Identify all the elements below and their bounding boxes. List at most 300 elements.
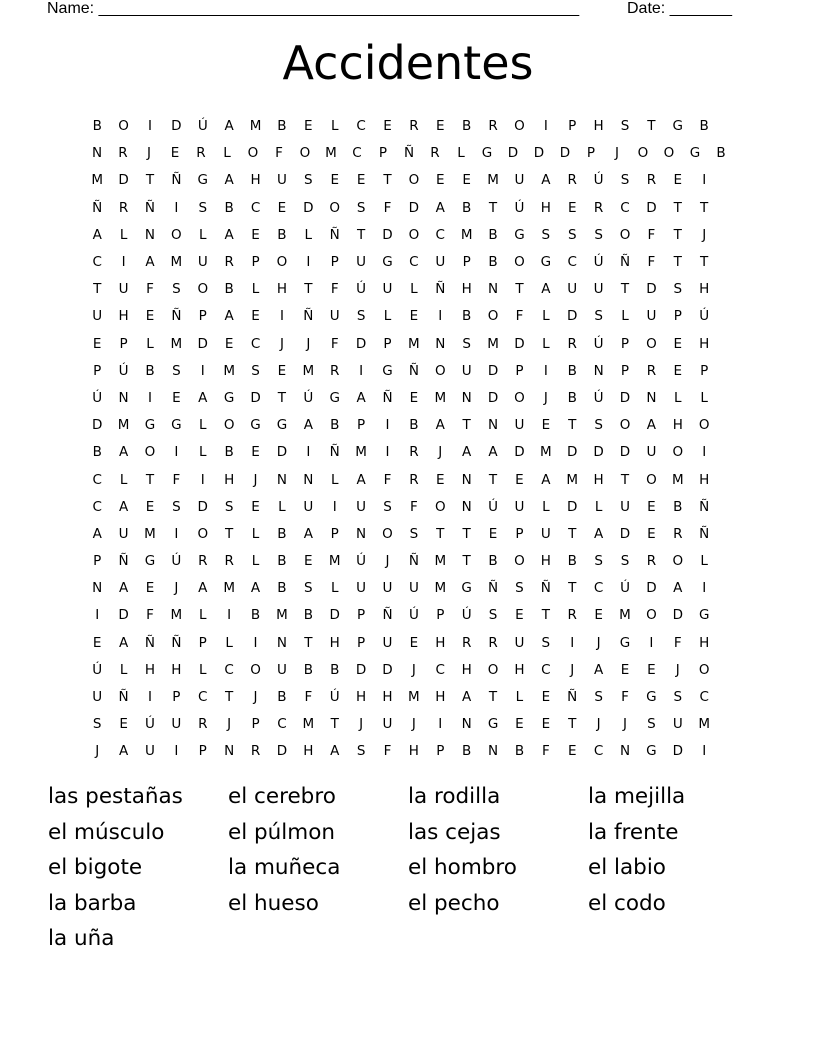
grid-letter[interactable]: B <box>277 226 287 243</box>
grid-letter[interactable]: E <box>145 308 155 325</box>
grid-letter[interactable]: C <box>593 743 604 760</box>
grid-letter[interactable]: S <box>594 226 603 243</box>
grid-letter[interactable]: C <box>541 661 551 678</box>
grid-letter[interactable]: R <box>224 254 234 271</box>
grid-letter[interactable]: C <box>277 716 287 733</box>
grid-letter[interactable]: D <box>514 444 525 461</box>
grid-letter[interactable]: N <box>276 634 287 651</box>
grid-letter[interactable]: H <box>382 689 393 706</box>
grid-letter[interactable]: Ú <box>593 254 604 271</box>
grid-letter[interactable]: Ú <box>92 389 103 406</box>
grid-letter[interactable]: J <box>174 580 179 597</box>
grid-letter[interactable]: R <box>430 145 440 162</box>
grid-letter[interactable]: M <box>276 607 288 624</box>
grid-letter[interactable]: F <box>275 145 283 162</box>
grid-letter[interactable]: N <box>435 335 446 352</box>
grid-letter[interactable]: S <box>304 580 313 597</box>
grid-letter[interactable]: I <box>174 743 179 760</box>
grid-letter[interactable]: I <box>543 362 548 379</box>
grid-letter[interactable]: P <box>620 362 630 379</box>
grid-letter[interactable]: N <box>488 281 499 298</box>
grid-letter[interactable]: A <box>356 389 366 406</box>
grid-letter[interactable]: Ñ <box>699 525 710 542</box>
grid-letter[interactable]: O <box>698 417 710 434</box>
grid-letter[interactable]: U <box>303 498 314 515</box>
grid-letter[interactable]: A <box>593 525 604 542</box>
grid-letter[interactable]: P <box>357 417 366 434</box>
grid-letter[interactable]: C <box>435 226 445 243</box>
grid-letter[interactable]: R <box>224 553 234 570</box>
grid-letter[interactable]: I <box>385 444 390 461</box>
grid-letter[interactable]: I <box>174 444 179 461</box>
grid-letter[interactable]: I <box>200 362 205 379</box>
grid-letter[interactable]: B <box>462 199 472 216</box>
grid-letter[interactable]: A <box>435 199 445 216</box>
grid-letter[interactable]: Ú <box>171 553 182 570</box>
grid-letter[interactable]: I <box>279 308 284 325</box>
grid-letter[interactable]: G <box>329 389 340 406</box>
grid-letter[interactable]: R <box>196 145 206 162</box>
grid-letter[interactable]: T <box>568 716 577 733</box>
grid-letter[interactable]: T <box>304 634 313 651</box>
grid-letter[interactable]: L <box>330 471 339 488</box>
grid-letter[interactable]: U <box>567 281 578 298</box>
grid-letter[interactable]: Ú <box>329 689 340 706</box>
grid-letter[interactable]: A <box>118 743 129 760</box>
grid-letter[interactable]: A <box>224 172 234 189</box>
grid-letter[interactable]: B <box>145 362 155 379</box>
grid-letter[interactable]: A <box>224 118 234 135</box>
grid-letter[interactable]: A <box>462 689 472 706</box>
grid-letter[interactable]: B <box>330 417 340 434</box>
grid-letter[interactable]: I <box>438 308 443 325</box>
grid-letter[interactable]: Ú <box>593 389 604 406</box>
grid-letter[interactable]: M <box>223 580 235 597</box>
grid-letter[interactable]: L <box>223 145 231 162</box>
grid-letter[interactable]: P <box>172 689 181 706</box>
grid-letter[interactable]: M <box>117 417 130 434</box>
grid-letter[interactable]: T <box>568 525 577 542</box>
grid-letter[interactable]: A <box>224 226 234 243</box>
grid-letter[interactable]: H <box>408 743 419 760</box>
grid-letter[interactable]: L <box>594 498 603 515</box>
grid-letter[interactable]: B <box>462 118 472 135</box>
name-field[interactable]: Name: ______________________________________________________ <box>47 0 580 17</box>
grid-letter[interactable]: E <box>304 118 313 135</box>
grid-letter[interactable]: T <box>225 525 234 542</box>
grid-letter[interactable]: S <box>92 716 102 733</box>
grid-letter[interactable]: A <box>462 444 472 461</box>
grid-letter[interactable]: C <box>699 689 709 706</box>
grid-letter[interactable]: O <box>197 281 209 298</box>
grid-letter[interactable]: M <box>355 444 367 461</box>
grid-letter[interactable]: P <box>620 335 630 352</box>
grid-letter[interactable]: L <box>251 525 260 542</box>
grid-letter[interactable]: P <box>93 362 102 379</box>
grid-letter[interactable]: N <box>303 471 314 488</box>
grid-letter[interactable]: G <box>540 254 552 271</box>
grid-letter[interactable]: B <box>224 199 234 216</box>
grid-letter[interactable]: I <box>702 743 707 760</box>
grid-letter[interactable]: Ñ <box>144 199 156 216</box>
grid-letter[interactable]: L <box>700 389 708 406</box>
grid-letter[interactable]: U <box>92 689 103 706</box>
grid-letter[interactable]: H <box>699 471 710 488</box>
grid-letter[interactable]: Ú <box>197 118 208 135</box>
grid-letter[interactable]: Ú <box>92 661 103 678</box>
grid-letter[interactable]: H <box>118 308 129 325</box>
grid-letter[interactable]: L <box>542 498 550 515</box>
grid-letter[interactable]: N <box>461 716 472 733</box>
grid-letter[interactable]: P <box>251 254 260 271</box>
grid-letter[interactable]: A <box>118 580 129 597</box>
grid-letter[interactable]: M <box>540 444 552 461</box>
grid-letter[interactable]: B <box>567 389 577 406</box>
grid-letter[interactable]: D <box>303 199 314 216</box>
grid-letter[interactable]: S <box>172 498 181 515</box>
grid-letter[interactable]: O <box>223 417 235 434</box>
grid-letter[interactable]: O <box>382 525 393 542</box>
grid-letter[interactable]: P <box>198 634 207 651</box>
grid-letter[interactable]: G <box>382 254 393 271</box>
grid-letter[interactable]: R <box>593 199 604 216</box>
grid-letter[interactable]: J <box>253 471 258 488</box>
grid-letter[interactable]: M <box>408 335 420 352</box>
grid-letter[interactable]: E <box>383 118 392 135</box>
grid-letter[interactable]: B <box>567 553 577 570</box>
grid-letter[interactable]: C <box>356 118 366 135</box>
grid-letter[interactable]: Ñ <box>408 362 419 379</box>
grid-letter[interactable]: E <box>515 471 524 488</box>
grid-letter[interactable]: C <box>224 661 234 678</box>
grid-letter[interactable]: D <box>619 444 631 461</box>
grid-letter[interactable]: O <box>663 145 675 162</box>
grid-letter[interactable]: N <box>91 145 103 162</box>
grid-letter[interactable]: A <box>593 661 604 678</box>
grid-letter[interactable]: O <box>672 553 684 570</box>
grid-letter[interactable]: L <box>330 580 339 597</box>
grid-letter[interactable]: T <box>515 281 524 298</box>
grid-letter[interactable]: M <box>170 254 183 271</box>
grid-letter[interactable]: L <box>251 281 260 298</box>
grid-letter[interactable]: B <box>673 498 683 515</box>
grid-letter[interactable]: D <box>567 498 578 515</box>
grid-letter[interactable]: T <box>620 471 630 488</box>
grid-letter[interactable]: C <box>409 254 419 271</box>
grid-letter[interactable]: R <box>646 553 657 570</box>
grid-letter[interactable]: N <box>488 743 499 760</box>
grid-letter[interactable]: A <box>92 525 102 542</box>
grid-letter[interactable]: U <box>593 281 604 298</box>
grid-letter[interactable]: P <box>378 145 388 162</box>
grid-letter[interactable]: H <box>144 661 156 678</box>
grid-letter[interactable]: Ú <box>620 580 630 597</box>
grid-letter[interactable]: I <box>438 716 443 733</box>
grid-letter[interactable]: U <box>514 172 525 189</box>
grid-letter[interactable]: L <box>674 389 682 406</box>
grid-letter[interactable]: R <box>409 471 419 488</box>
grid-letter[interactable]: E <box>515 607 524 624</box>
grid-letter[interactable]: M <box>619 607 631 624</box>
grid-letter[interactable]: P <box>700 362 709 379</box>
grid-letter[interactable]: E <box>647 525 656 542</box>
grid-letter[interactable]: F <box>172 471 181 488</box>
grid-letter[interactable]: J <box>95 743 100 760</box>
grid-letter[interactable]: B <box>303 661 313 678</box>
grid-letter[interactable]: L <box>700 553 708 570</box>
grid-letter[interactable]: T <box>93 281 102 298</box>
grid-letter[interactable]: U <box>514 498 525 515</box>
grid-letter[interactable]: U <box>514 634 525 651</box>
grid-letter[interactable]: J <box>543 389 548 406</box>
grid-letter[interactable]: Ú <box>461 607 472 624</box>
grid-letter[interactable]: U <box>408 580 419 597</box>
grid-letter[interactable]: A <box>646 417 657 434</box>
grid-letter[interactable]: I <box>543 118 548 135</box>
grid-letter[interactable]: I <box>227 607 232 624</box>
grid-letter[interactable]: I <box>174 525 179 542</box>
grid-letter[interactable]: Ú <box>356 553 367 570</box>
grid-letter[interactable]: O <box>408 226 420 243</box>
grid-letter[interactable]: S <box>224 498 234 515</box>
grid-letter[interactable]: D <box>533 145 545 162</box>
grid-letter[interactable]: E <box>224 335 234 352</box>
grid-letter[interactable]: E <box>409 634 419 651</box>
grid-letter[interactable]: O <box>171 226 182 243</box>
grid-letter[interactable]: J <box>596 716 601 733</box>
grid-letter[interactable]: S <box>673 689 683 706</box>
grid-letter[interactable]: E <box>92 335 102 352</box>
grid-letter[interactable]: L <box>198 444 207 461</box>
grid-letter[interactable]: E <box>462 172 471 189</box>
grid-letter[interactable]: M <box>170 607 183 624</box>
grid-letter[interactable]: M <box>408 689 420 706</box>
grid-letter[interactable]: L <box>198 226 207 243</box>
grid-letter[interactable]: E <box>172 389 181 406</box>
grid-letter[interactable]: S <box>356 199 366 216</box>
grid-letter[interactable]: G <box>382 362 393 379</box>
grid-letter[interactable]: B <box>277 525 287 542</box>
grid-letter[interactable]: D <box>619 525 631 542</box>
grid-letter[interactable]: Ñ <box>329 444 340 461</box>
grid-letter[interactable]: G <box>223 389 235 406</box>
grid-letter[interactable]: M <box>328 553 341 570</box>
grid-letter[interactable]: R <box>198 716 208 733</box>
grid-letter[interactable]: B <box>303 607 313 624</box>
grid-letter[interactable]: R <box>673 525 683 542</box>
grid-letter[interactable]: I <box>121 254 126 271</box>
grid-letter[interactable]: E <box>620 661 630 678</box>
grid-letter[interactable]: M <box>487 172 499 189</box>
grid-letter[interactable]: T <box>462 553 471 570</box>
grid-letter[interactable]: U <box>118 525 129 542</box>
grid-letter[interactable]: G <box>698 607 710 624</box>
grid-letter[interactable]: R <box>409 444 419 461</box>
grid-letter[interactable]: M <box>249 118 262 135</box>
grid-letter[interactable]: A <box>541 281 551 298</box>
grid-letter[interactable]: D <box>559 145 571 162</box>
grid-letter[interactable]: G <box>197 172 208 189</box>
grid-letter[interactable]: T <box>145 172 155 189</box>
grid-letter[interactable]: U <box>382 716 393 733</box>
grid-letter[interactable]: D <box>567 308 578 325</box>
grid-letter[interactable]: J <box>411 661 416 678</box>
grid-letter[interactable]: Ú <box>593 335 604 352</box>
grid-letter[interactable]: F <box>410 498 418 515</box>
grid-letter[interactable]: T <box>673 199 682 216</box>
grid-letter[interactable]: N <box>646 389 657 406</box>
grid-letter[interactable]: E <box>488 525 498 542</box>
grid-letter[interactable]: U <box>540 525 551 542</box>
grid-letter[interactable]: S <box>541 226 551 243</box>
grid-letter[interactable]: Ñ <box>488 580 499 597</box>
grid-letter[interactable]: T <box>488 199 498 216</box>
grid-letter[interactable]: L <box>410 281 418 298</box>
grid-letter[interactable]: O <box>250 661 261 678</box>
grid-letter[interactable]: D <box>329 607 340 624</box>
grid-letter[interactable]: C <box>250 199 261 216</box>
grid-letter[interactable]: D <box>646 580 657 597</box>
grid-letter[interactable]: G <box>144 553 156 570</box>
grid-letter[interactable]: D <box>567 444 578 461</box>
grid-letter[interactable]: E <box>436 471 445 488</box>
grid-letter[interactable]: J <box>306 335 311 352</box>
grid-letter[interactable]: U <box>145 743 155 760</box>
grid-letter[interactable]: I <box>702 580 707 597</box>
grid-letter[interactable]: Ñ <box>382 607 393 624</box>
grid-letter[interactable]: I <box>147 118 152 135</box>
grid-letter[interactable]: A <box>330 743 340 760</box>
grid-letter[interactable]: O <box>646 471 657 488</box>
grid-letter[interactable]: L <box>330 118 339 135</box>
grid-letter[interactable]: B <box>277 689 287 706</box>
grid-letter[interactable]: E <box>277 362 287 379</box>
grid-letter[interactable]: E <box>673 362 683 379</box>
grid-letter[interactable]: Ú <box>593 172 604 189</box>
grid-letter[interactable]: T <box>673 254 682 271</box>
grid-letter[interactable]: E <box>356 172 366 189</box>
grid-letter[interactable]: B <box>224 281 234 298</box>
grid-letter[interactable]: L <box>278 498 286 515</box>
grid-letter[interactable]: E <box>541 689 551 706</box>
grid-letter[interactable]: U <box>356 254 367 271</box>
grid-letter[interactable]: R <box>567 172 577 189</box>
grid-letter[interactable]: P <box>93 553 102 570</box>
grid-letter[interactable]: H <box>303 743 314 760</box>
grid-letter[interactable]: J <box>596 634 601 651</box>
grid-letter[interactable]: E <box>409 308 419 325</box>
grid-letter[interactable]: E <box>541 417 551 434</box>
grid-letter[interactable]: D <box>507 145 519 162</box>
grid-letter[interactable]: Ñ <box>329 226 340 243</box>
grid-letter[interactable]: O <box>408 172 420 189</box>
grid-letter[interactable]: D <box>171 118 182 135</box>
grid-letter[interactable]: B <box>277 118 287 135</box>
grid-letter[interactable]: T <box>541 607 550 624</box>
grid-letter[interactable]: H <box>699 634 710 651</box>
grid-letter[interactable]: Ñ <box>118 689 129 706</box>
grid-letter[interactable]: N <box>224 743 235 760</box>
grid-letter[interactable]: B <box>462 743 472 760</box>
grid-letter[interactable]: Ñ <box>144 634 156 651</box>
grid-letter[interactable]: S <box>620 172 630 189</box>
grid-letter[interactable]: R <box>646 172 657 189</box>
grid-letter[interactable]: U <box>672 716 683 733</box>
grid-letter[interactable]: A <box>145 254 155 271</box>
grid-letter[interactable]: O <box>434 498 446 515</box>
grid-letter[interactable]: R <box>250 743 261 760</box>
grid-letter[interactable]: L <box>119 471 128 488</box>
grid-letter[interactable]: S <box>462 335 471 352</box>
grid-letter[interactable]: P <box>515 525 524 542</box>
grid-letter[interactable]: D <box>276 743 288 760</box>
grid-letter[interactable]: I <box>702 172 707 189</box>
grid-letter[interactable]: P <box>436 607 445 624</box>
grid-letter[interactable]: N <box>488 417 499 434</box>
grid-letter[interactable]: T <box>647 118 656 135</box>
grid-letter[interactable]: S <box>620 118 630 135</box>
grid-letter[interactable]: S <box>647 716 656 733</box>
grid-letter[interactable]: T <box>356 226 366 243</box>
grid-letter[interactable]: M <box>487 335 499 352</box>
grid-letter[interactable]: D <box>672 743 683 760</box>
grid-letter[interactable]: L <box>198 607 207 624</box>
grid-letter[interactable]: H <box>593 118 604 135</box>
grid-letter[interactable]: H <box>356 689 367 706</box>
grid-letter[interactable]: J <box>570 661 575 678</box>
grid-letter[interactable]: E <box>594 607 603 624</box>
grid-letter[interactable]: E <box>541 716 551 733</box>
grid-letter[interactable]: H <box>171 661 182 678</box>
grid-letter[interactable]: G <box>672 118 684 135</box>
grid-letter[interactable]: L <box>198 661 207 678</box>
grid-letter[interactable]: P <box>198 743 207 760</box>
grid-letter[interactable]: T <box>488 689 498 706</box>
grid-letter[interactable]: B <box>330 661 340 678</box>
grid-letter[interactable]: T <box>620 281 630 298</box>
grid-letter[interactable]: U <box>356 580 367 597</box>
grid-letter[interactable]: P <box>515 362 524 379</box>
grid-letter[interactable]: E <box>647 498 656 515</box>
grid-letter[interactable]: T <box>700 199 709 216</box>
grid-letter[interactable]: U <box>118 281 129 298</box>
grid-letter[interactable]: G <box>514 226 525 243</box>
grid-letter[interactable]: L <box>304 226 313 243</box>
grid-letter[interactable]: U <box>646 308 657 325</box>
grid-letter[interactable]: E <box>277 199 287 216</box>
grid-letter[interactable]: D <box>672 607 683 624</box>
grid-letter[interactable]: G <box>646 743 657 760</box>
grid-letter[interactable]: F <box>647 226 656 243</box>
grid-letter[interactable]: D <box>487 362 499 379</box>
grid-letter[interactable]: D <box>355 661 367 678</box>
grid-letter[interactable]: B <box>514 743 525 760</box>
grid-letter[interactable]: G <box>646 689 657 706</box>
grid-letter[interactable]: G <box>619 634 631 651</box>
grid-letter[interactable]: S <box>673 281 683 298</box>
grid-letter[interactable]: N <box>144 226 156 243</box>
grid-letter[interactable]: U <box>514 417 525 434</box>
grid-letter[interactable]: M <box>170 335 183 352</box>
grid-letter[interactable]: T <box>304 281 313 298</box>
grid-letter[interactable]: O <box>619 417 631 434</box>
grid-letter[interactable]: J <box>279 335 284 352</box>
grid-letter[interactable]: T <box>462 417 471 434</box>
grid-letter[interactable]: Ú <box>408 607 419 624</box>
grid-letter[interactable]: I <box>359 362 364 379</box>
grid-letter[interactable]: J <box>385 553 390 570</box>
grid-letter[interactable]: D <box>593 444 604 461</box>
